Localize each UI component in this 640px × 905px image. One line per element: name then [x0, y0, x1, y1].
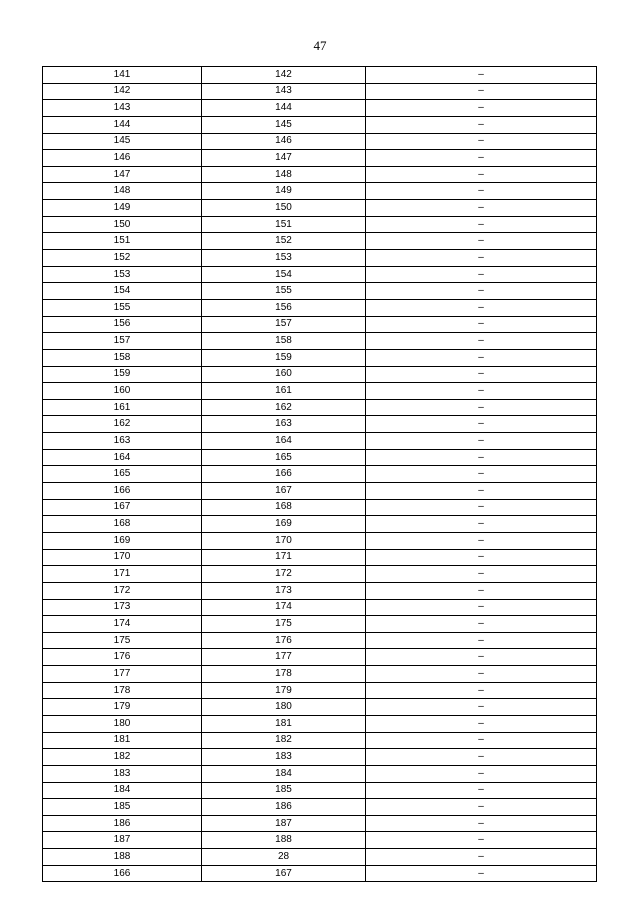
table-cell: 186 [202, 799, 366, 816]
table-cell: – [366, 782, 597, 799]
table-cell: 182 [43, 749, 202, 766]
table-cell: – [366, 666, 597, 683]
table-row [43, 233, 597, 250]
table-cell: 175 [43, 632, 202, 649]
table-row [43, 433, 597, 450]
table-cell: – [366, 499, 597, 516]
table-cell: 172 [43, 582, 202, 599]
table-row [43, 499, 597, 516]
table-cell: 169 [43, 532, 202, 549]
table-cell: 166 [43, 483, 202, 500]
table-cell: 181 [202, 715, 366, 732]
table-row [43, 582, 597, 599]
table-cell: – [366, 749, 597, 766]
table-cell: – [366, 815, 597, 832]
table-cell: 158 [43, 349, 202, 366]
table-cell: 160 [202, 366, 366, 383]
table-cell: 146 [43, 150, 202, 167]
table-cell: 163 [202, 416, 366, 433]
table-cell: 144 [43, 116, 202, 133]
table-cell: 164 [43, 449, 202, 466]
table-cell: 145 [202, 116, 366, 133]
table-cell: – [366, 133, 597, 150]
table-cell: – [366, 466, 597, 483]
table-cell: – [366, 582, 597, 599]
table-cell: – [366, 433, 597, 450]
table-cell: 171 [202, 549, 366, 566]
table-cell: 143 [43, 100, 202, 117]
table-cell: 147 [202, 150, 366, 167]
table-cell: 172 [202, 566, 366, 583]
table-cell: 142 [202, 67, 366, 84]
table-cell: 141 [43, 67, 202, 84]
table-row [43, 865, 597, 882]
table-cell: 187 [43, 832, 202, 849]
table-cell: – [366, 166, 597, 183]
table-row [43, 166, 597, 183]
table-cell: – [366, 200, 597, 217]
table-cell: 161 [43, 399, 202, 416]
table-row [43, 732, 597, 749]
table-row [43, 349, 597, 366]
table-row [43, 715, 597, 732]
table-cell: 156 [202, 299, 366, 316]
table-row [43, 366, 597, 383]
table-row [43, 649, 597, 666]
table-row [43, 383, 597, 400]
table-cell: – [366, 799, 597, 816]
table-cell: – [366, 682, 597, 699]
table-cell: 170 [43, 549, 202, 566]
table-cell: – [366, 216, 597, 233]
table-cell: – [366, 649, 597, 666]
table-cell: 149 [202, 183, 366, 200]
table-cell: 155 [202, 283, 366, 300]
table-cell: 163 [43, 433, 202, 450]
table-cell: 168 [43, 516, 202, 533]
table-cell: – [366, 183, 597, 200]
table-row [43, 765, 597, 782]
table-cell: – [366, 383, 597, 400]
table-cell: – [366, 233, 597, 250]
table-cell: – [366, 83, 597, 100]
table-cell: 151 [202, 216, 366, 233]
table-cell: – [366, 632, 597, 649]
table-row [43, 266, 597, 283]
table-cell: 181 [43, 732, 202, 749]
table-cell: – [366, 449, 597, 466]
table-cell: – [366, 349, 597, 366]
table-cell: 186 [43, 815, 202, 832]
table-cell: – [366, 250, 597, 267]
table-cell: 176 [43, 649, 202, 666]
table-row [43, 116, 597, 133]
table-cell: 153 [202, 250, 366, 267]
table-row [43, 532, 597, 549]
table-row [43, 250, 597, 267]
table-cell: 168 [202, 499, 366, 516]
table-cell: 175 [202, 616, 366, 633]
table-row [43, 782, 597, 799]
table-cell: 159 [202, 349, 366, 366]
table-cell: 164 [202, 433, 366, 450]
table-cell: 148 [202, 166, 366, 183]
table-cell: – [366, 616, 597, 633]
table-cell: 162 [202, 399, 366, 416]
table-cell: – [366, 765, 597, 782]
table-cell: 182 [202, 732, 366, 749]
table-cell: 166 [202, 466, 366, 483]
table-cell: 184 [43, 782, 202, 799]
table-cell: 180 [202, 699, 366, 716]
table-row [43, 216, 597, 233]
table-cell: 165 [43, 466, 202, 483]
table-row [43, 849, 597, 866]
table-cell: 162 [43, 416, 202, 433]
table-cell: 167 [43, 499, 202, 516]
table-cell: – [366, 116, 597, 133]
table-cell: 150 [202, 200, 366, 217]
table-row [43, 333, 597, 350]
table-cell: 171 [43, 566, 202, 583]
table-cell: – [366, 732, 597, 749]
table-cell: 177 [202, 649, 366, 666]
table-cell: – [366, 316, 597, 333]
table-cell: 151 [43, 233, 202, 250]
table-row [43, 150, 597, 167]
table-cell: 154 [43, 283, 202, 300]
table-cell: – [366, 483, 597, 500]
table-cell: 160 [43, 383, 202, 400]
table-row [43, 416, 597, 433]
table-cell: 180 [43, 715, 202, 732]
table-cell: – [366, 566, 597, 583]
table-cell: 149 [43, 200, 202, 217]
table-cell: – [366, 67, 597, 84]
table-row [43, 566, 597, 583]
table-cell: 184 [202, 765, 366, 782]
table-cell: 179 [43, 699, 202, 716]
table-row [43, 449, 597, 466]
table-cell: – [366, 865, 597, 882]
table-row [43, 832, 597, 849]
table-cell: 145 [43, 133, 202, 150]
table-cell: 143 [202, 83, 366, 100]
table-cell: 177 [43, 666, 202, 683]
table-cell: 147 [43, 166, 202, 183]
table-row [43, 466, 597, 483]
table-cell: – [366, 832, 597, 849]
table-cell: 157 [202, 316, 366, 333]
table-cell: – [366, 532, 597, 549]
table-cell: 153 [43, 266, 202, 283]
table-row [43, 549, 597, 566]
table-cell: 178 [43, 682, 202, 699]
data-table [42, 66, 597, 882]
table-cell: – [366, 299, 597, 316]
table-cell: 167 [202, 865, 366, 882]
table-row [43, 299, 597, 316]
table-cell: 157 [43, 333, 202, 350]
table-cell: 166 [43, 865, 202, 882]
table-row [43, 283, 597, 300]
table-row [43, 699, 597, 716]
table-cell: 150 [43, 216, 202, 233]
table-cell: 188 [202, 832, 366, 849]
table-row [43, 799, 597, 816]
table-cell: 28 [202, 849, 366, 866]
table-row [43, 200, 597, 217]
table-cell: – [366, 416, 597, 433]
table-cell: – [366, 399, 597, 416]
table-cell: – [366, 599, 597, 616]
table-cell: 183 [202, 749, 366, 766]
table-cell: 148 [43, 183, 202, 200]
table-cell: – [366, 516, 597, 533]
table-row [43, 483, 597, 500]
table-row [43, 83, 597, 100]
table-body [43, 67, 597, 882]
table-row [43, 183, 597, 200]
table-cell: – [366, 699, 597, 716]
table-row [43, 616, 597, 633]
table-cell: 144 [202, 100, 366, 117]
table-cell: 146 [202, 133, 366, 150]
table-cell: – [366, 366, 597, 383]
table-cell: – [366, 549, 597, 566]
table-cell: 173 [202, 582, 366, 599]
table-cell: 187 [202, 815, 366, 832]
table-row [43, 133, 597, 150]
table-cell: 178 [202, 666, 366, 683]
table-cell: 188 [43, 849, 202, 866]
table-row [43, 632, 597, 649]
table-cell: 170 [202, 532, 366, 549]
table-cell: – [366, 849, 597, 866]
table-row [43, 749, 597, 766]
table-cell: 142 [43, 83, 202, 100]
table-cell: 165 [202, 449, 366, 466]
table-cell: 183 [43, 765, 202, 782]
table-cell: 161 [202, 383, 366, 400]
table-cell: 174 [202, 599, 366, 616]
table-cell: 152 [43, 250, 202, 267]
table-cell: 169 [202, 516, 366, 533]
table-row [43, 682, 597, 699]
table-cell: 154 [202, 266, 366, 283]
table-cell: 155 [43, 299, 202, 316]
table-cell: – [366, 150, 597, 167]
table-cell: – [366, 283, 597, 300]
table-cell: 185 [43, 799, 202, 816]
table-cell: – [366, 333, 597, 350]
table-cell: 176 [202, 632, 366, 649]
table-row [43, 67, 597, 84]
table-row [43, 516, 597, 533]
table-cell: 152 [202, 233, 366, 250]
table-cell: 179 [202, 682, 366, 699]
table-row [43, 599, 597, 616]
table-cell: 174 [43, 616, 202, 633]
table-row [43, 399, 597, 416]
table-cell: 158 [202, 333, 366, 350]
table-row [43, 316, 597, 333]
table-cell: 159 [43, 366, 202, 383]
table-cell: – [366, 100, 597, 117]
table-cell: – [366, 266, 597, 283]
table-cell: 156 [43, 316, 202, 333]
table-row [43, 666, 597, 683]
page-number: 47 [313, 38, 327, 53]
table-cell: – [366, 715, 597, 732]
table-row [43, 815, 597, 832]
table-cell: 173 [43, 599, 202, 616]
table-cell: 185 [202, 782, 366, 799]
table-cell: 167 [202, 483, 366, 500]
table-row [43, 100, 597, 117]
